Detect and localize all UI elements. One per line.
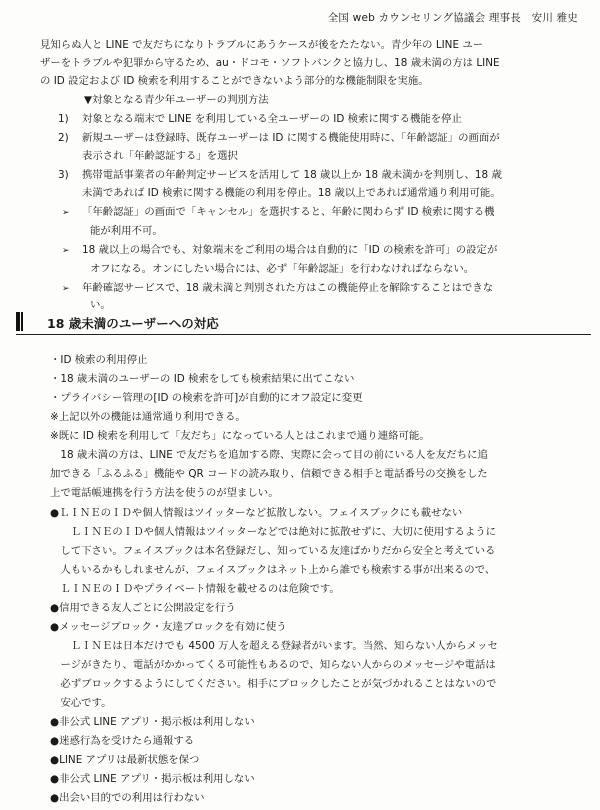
restriction-line: 上で電話帳連携を行う方法を使うのが望ましい。: [50, 487, 279, 499]
tip-line: ージがきたり、電話がかかってくる可能性もあるので、知らない人からのメッセージや電話は: [50, 659, 496, 671]
author-header: 全国 web カウンセリング協議会 理事長 安川 雅史: [327, 12, 578, 24]
restriction-line: ・ID 検索の利用停止: [50, 354, 148, 366]
method-number: 3): [58, 169, 69, 181]
intro-line: ザーをトラブルや犯罪から守るため、au・ドコモ・ソフトバンクと協力し、18 歳未満の方は LINE: [40, 57, 500, 69]
arrow-bullet-icon: ➢: [62, 246, 70, 256]
note-text: 年齢確認サービスで、18 歳未満と判別された方はこの機能停止を解除することはできな: [82, 282, 494, 294]
note-text-cont: 能が利用不可。: [90, 225, 163, 237]
method-text: 携帯電話事業者の年齢判定サービスを活用して 18 歳以上か 18 歳未満かを判別し、18 歳: [82, 169, 502, 181]
tip-line: ＬＩＮＥのＩＤやプライベート情報を載せるのは危険です。: [50, 583, 340, 595]
note-text: 「年齢認証」の画面で「キャンセル」を選択すると、年齢に関わらず ID 検索に関する機: [82, 206, 495, 218]
restriction-line: ※上記以外の機能は通常通り利用できる。: [50, 411, 246, 423]
tip-line: 人もいるかもしれませんが、フェイスブックはネット上から誰でも検索する事が出来るので、: [50, 564, 496, 576]
intro-line: の ID 設定および ID 検索を利用することができないよう部分的な機能制限を実施。: [40, 75, 429, 87]
section-marker: [21, 312, 23, 331]
note-text-cont: オフになる。オンにしたい場合には、必ず「年齢認証」を行わなければならない。: [90, 263, 475, 275]
tip-line: ●非公式 LINE アプリ・掲示板は利用しない: [50, 716, 255, 728]
restriction-line: 18 歳未満の方は、LINE で友だちを追加する際、実際に会って目の前にいる人を友だちに追: [50, 449, 488, 461]
method-item: [58, 112, 462, 126]
tip-line: ●LINE アプリは最新状態を保つ: [50, 754, 200, 766]
method-number: 2): [58, 132, 69, 144]
arrow-bullet-icon: ➢: [62, 284, 70, 294]
tip-line: ●ＬＩＮＥのＩＤや個人情報はツイッターなど拡散しない。フェイスブックにも載せない: [50, 507, 463, 519]
note-text: 18 歳以上の場合でも、対象端末をご利用の場合は自動的に「ID の検索を許可」の設定が: [82, 244, 498, 256]
section-marker: [16, 312, 20, 331]
method-item: [58, 131, 500, 145]
method-text-cont: 未満であれば ID 検索に関する機能の利用を停止。18 歳以上であれば通常通り利用可能。: [82, 187, 501, 199]
tip-line: ＬＩＮＥは日本だけでも 4500 万人を超える登録者がいます。当然、知らない人からメッセ: [50, 640, 498, 652]
method-number: 1): [58, 113, 69, 125]
tip-line: 必ずブロックするようにしてください。相手にブロックしたことが気づかれることはないので: [50, 678, 497, 690]
method-text-cont: 表示され「年齢認証する」を選択: [82, 150, 238, 162]
note-text-cont: い。: [90, 299, 111, 311]
note-item: [62, 205, 495, 220]
arrow-bullet-icon: ➢: [62, 208, 70, 218]
tip-line: ●信用できる友人ごとに公開設定を行う: [50, 602, 236, 614]
restriction-line: ※既に ID 検索を利用して「友だち」になっている人とはこれまで通り連絡可能。: [50, 430, 430, 442]
tip-line: して下さい。フェイスブックは本名登録だし、知っている友達ばかりだから安全と考えている: [50, 545, 496, 557]
note-item: [62, 281, 493, 296]
restriction-line: ・18 歳未満のユーザーの ID 検索をしても検索結果に出てこない: [50, 373, 355, 385]
tip-line: ●迷惑行為を受けたら通報する: [50, 735, 195, 747]
intro-line: 見知らぬ人と LINE で友だちになりトラブルにあうケースが後をたたない。青少年の LINE ユー: [40, 39, 484, 51]
method-item: [58, 168, 502, 182]
tip-line: 安心です。: [50, 697, 112, 709]
restriction-line: ・プライバシー管理の[ID の検索を許可]が自動的にオフ設定に変更: [50, 392, 363, 404]
restriction-line: 加できる「ふるふる」機能や QR コードの読み取り、信頼できる相手と電話番号の交換をした: [50, 468, 488, 480]
note-item: [62, 243, 497, 258]
section-title: 18 歳未満のユーザーへの対応: [47, 316, 219, 331]
tip-line: ●非公式 LINE アプリ・掲示板は利用しない: [50, 773, 255, 785]
method-text: 新規ユーザーは登録時、既存ユーザーは ID に関する機能使用時に、「年齢認証」の画面が: [82, 132, 500, 144]
tip-line: ●出会い目的での利用は行わない: [50, 792, 205, 804]
tip-line: ●メッセージブロック・友達ブロックを有効に使う: [50, 621, 287, 633]
tip-line: ＬＩＮＥのＩＤや個人情報はツイッターなどでは絶対に拡散せずに、大切に使用するように: [50, 526, 497, 538]
method-heading: ▼対象となる青少年ユーザーの判別方法: [84, 94, 269, 106]
method-text: 対象となる端末で LINE を利用している全ユーザーの ID 検索に関する機能を停止: [82, 113, 462, 125]
section-divider: [16, 334, 591, 335]
